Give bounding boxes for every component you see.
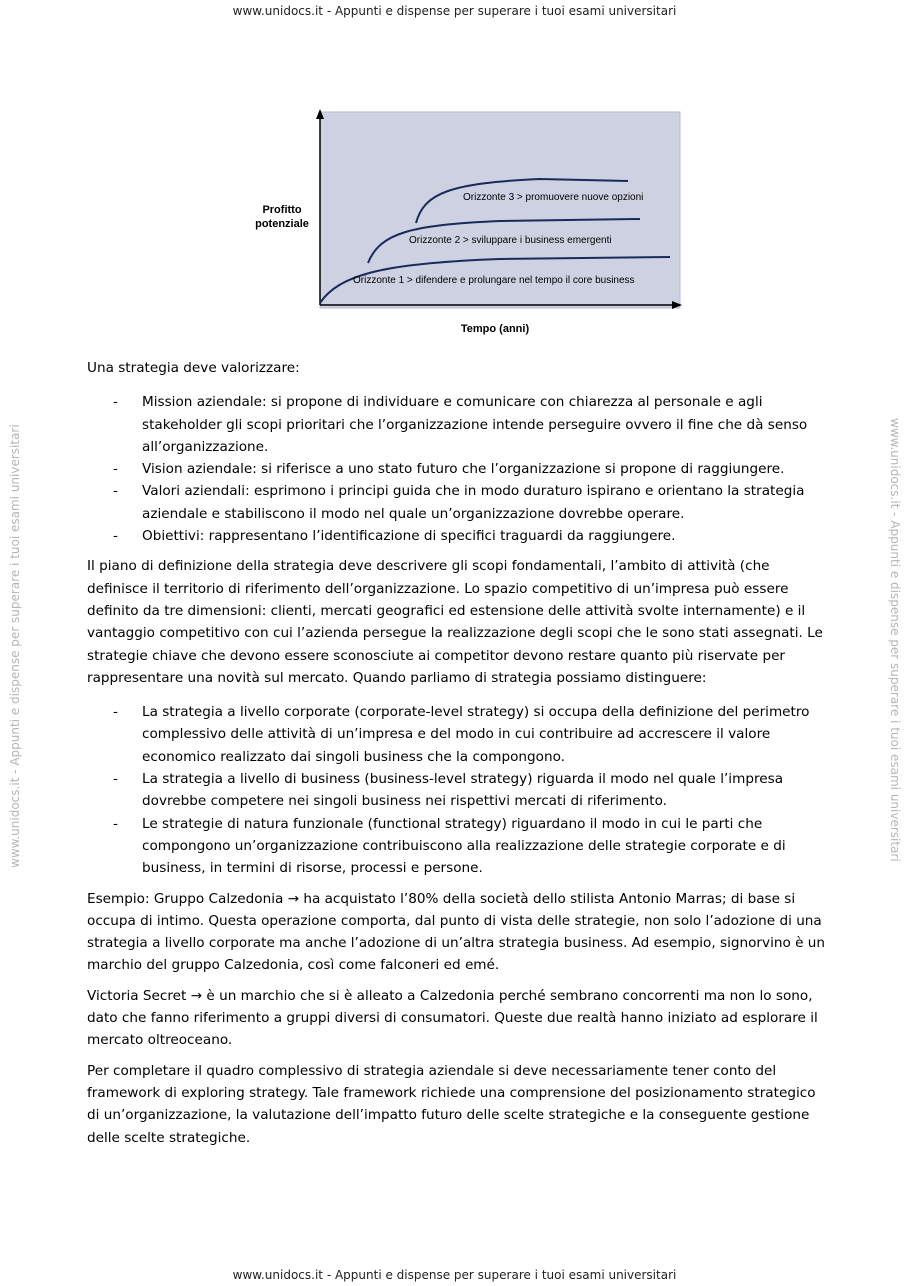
list-item-text: La strategia a livello di business (business-level strategy) riguarda il modo nel quale l’impresa dovrebbe competere nei singoli business nei rispettivi mercati di riferimento.: [142, 771, 784, 810]
left-side-watermark: www.unidocs.it - Appunti e dispense per superare i tuoi esami universitari: [8, 424, 22, 868]
list-item-text: Valori aziendali: esprimono i principi guida che in modo duraturo ispirano e orientano la strategia aziendale e stabiliscono il modo nel quale un’organizzazione dovrebbe operare.: [142, 483, 805, 522]
right-side-watermark: www.unidocs.it - Appunti e dispense per superare i tuoi esami universitari: [888, 418, 902, 862]
horizon-1-label: Orizzonte 1 > difendere e prolungare nel tempo il core business: [353, 275, 635, 286]
three-horizons-figure: [240, 105, 690, 345]
exploring-strategy-paragraph: Per completare il quadro complessivo di strategia aziendale si deve necessariamente tener conto del framework di exploring strategy. Tale framework richiede una comprensione del posizionamento strategico di un’organizzazione, la valutazione dell’impatto futuro delle scelte strategiche e la conseguente gestione delle scelte strategiche.: [87, 1062, 816, 1146]
list-item-text: Obiettivi: rappresentano l’identificazione di specifici traguardi da raggiungere.: [142, 528, 676, 545]
list-item: - La strategia a livello di business (business-level strategy) riguarda il modo nel quale l’impresa dovrebbe competere nei singoli business nei rispettivi mercati di riferimento.: [87, 768, 827, 813]
list-item-text: Vision aziendale: si riferisce a uno stato futuro che l’organizzazione si propone di raggiungere.: [142, 461, 785, 478]
list-item: - Vision aziendale: si riferisce a uno stato futuro che l’organizzazione si propone di raggiungere.: [87, 458, 827, 480]
horizon-2-label: Orizzonte 2 > sviluppare i business emergenti: [409, 235, 612, 246]
list-item: - Valori aziendali: esprimono i principi guida che in modo duraturo ispirano e orientano la strategia aziendale e stabiliscono il modo nel quale un’organizzazione dovrebbe operare.: [87, 480, 827, 525]
victoria-secret-paragraph: Victoria Secret → è un marchio che si è alleato a Calzedonia perché sembrano concorrenti ma non lo sono, dato che fanno riferimento a gruppi diversi di consumatori. Queste due realtà hanno iniziato ad esplorare il mercato oltreoceano.: [87, 987, 818, 1049]
intro-paragraph: Una strategia deve valorizzare:: [87, 360, 300, 376]
list-item-text: Le strategie di natura funzionale (functional strategy) riguardano il modo in cui le parti che compongono un’organizzazione contribuiscono alla realizzazione delle strategie corporate e di business, in termini di risorse, processi e persone.: [142, 815, 786, 877]
list-item: - Obiettivi: rappresentano l’identificazione di specifici traguardi da raggiungere.: [87, 525, 827, 547]
x-axis-label: Tempo (anni): [460, 323, 530, 335]
list-item-text: La strategia a livello corporate (corporate-level strategy) si occupa della definizione del perimetro complessivo delle attività di un’impresa e del modo in cui contribuire ad accrescere il valore economico realizzato dai singoli business che la compongono.: [142, 704, 810, 765]
list-item: - La strategia a livello corporate (corporate-level strategy) si occupa della definizione del perimetro complessivo delle attività di un’impresa e del modo in cui contribuire ad accrescere il valore economico realizzato dai singoli business che la compongono.: [87, 701, 827, 768]
strategy-elements-list: [87, 391, 827, 547]
horizon-3-label: Orizzonte 3 > promuovere nuove opzioni: [463, 192, 644, 203]
strategy-levels-list: [87, 701, 827, 879]
calzedonia-example-paragraph: Esempio: Gruppo Calzedonia → ha acquistato l’80% della società dello stilista Antonio Marras; di base si occupa di intimo. Questa operazione comporta, dal punto di vista delle strategie, non solo l’adozione di una strategia a livello corporate ma anche l’adozione di un’altra strategia business. Ad esempio, signorvino è un marchio del gruppo Calzedonia, così come falconeri ed emé.: [87, 890, 826, 974]
y-axis-label-line2: potenziale: [255, 218, 309, 230]
y-axis-label: [242, 203, 322, 231]
page-footer-watermark: www.unidocs.it - Appunti e dispense per superare i tuoi esami universitari: [232, 1268, 677, 1282]
strategy-plan-paragraph: Il piano di definizione della strategia deve descrivere gli scopi fondamentali, l’ambito di attività (che definisce il territorio di riferimento dell’organizzazione. Lo spazio competitivo di un’impresa può essere definito da tre dimensioni: clienti, mercati geografici ed estensione delle attività svolte internamente) e il vantaggio competitivo con cui l’azienda persegue la realizzazione degli scopi che le sono stati assegnati. Le strategie chiave che devono essere sconosciute ai competitor devono restare quanto più riservate per rappresentare una novità sul mercato. Quando parliamo di strategia possiamo distinguere:: [87, 558, 823, 686]
list-item: - Mission aziendale: si propone di individuare e comunicare con chiarezza al personale e agli stakeholder gli scopi prioritari che l’organizzazione intende perseguire ovvero il fine che dà senso all’organizzazione.: [87, 391, 827, 458]
list-item-text: Mission aziendale: si propone di individuare e comunicare con chiarezza al personale e agli stakeholder gli scopi prioritari che l’organizzazione intende perseguire ovvero il fine che dà senso all’organizzazione.: [142, 394, 808, 455]
document-body: [87, 357, 827, 1157]
page-header-watermark: www.unidocs.it - Appunti e dispense per superare i tuoi esami universitari: [232, 4, 677, 18]
y-axis-label-line1: Profitto: [262, 204, 302, 216]
list-item: - Le strategie di natura funzionale (functional strategy) riguardano il modo in cui le parti che compongono un’organizzazione contribuiscono alla realizzazione delle strategie corporate e di business, in termini di risorse, processi e persone.: [87, 813, 827, 880]
